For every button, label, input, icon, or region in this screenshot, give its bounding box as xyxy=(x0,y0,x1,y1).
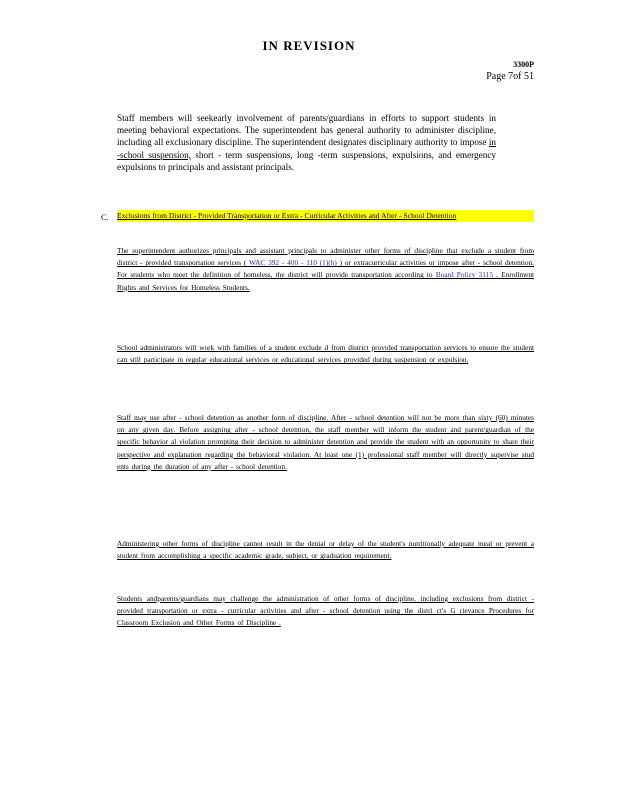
paragraph-detention: Staff may use after - school detention as another form of discipline. After - school detention will not be more than sixty (60) minutes on any given day. Before assigning after - school detention, the staff member will inform the student and parent/guardian of the specific behavior al violation prompting their decision to administer detention and provide the student with an opportunity to share their perspective and explanation regarding the behavioral violation. At least one (1) professional staff member will directly supervise stud ents during the duration of any after - school detention. xyxy=(117,413,534,471)
p1-text-a: The superintendent authorizes principals and assistant principals to administer other forms of discipline that exclude a student from district - provided transportation services ( xyxy=(117,246,534,268)
intro-text-end: short - term suspensions, long -term suspensions, expulsions, and emergency expulsions to principals and assistant principals. xyxy=(117,149,496,172)
intro-underlined-text: in -school suspension, xyxy=(117,137,496,160)
document-number: 3300P xyxy=(513,60,534,69)
section-heading: Exclusions from District - Provided Transportation or Extra - Curricular Activities and After - School Detention xyxy=(117,210,534,222)
section-letter: C. xyxy=(101,212,109,222)
p1-text-b: ) or extracurricular activities or impose after - school detention. For students who meet the definition of homeless, the district will provide transportation according to xyxy=(117,258,534,280)
paragraph-transportation xyxy=(117,245,534,294)
board-policy-link[interactable]: Board Policy 3115 xyxy=(435,270,493,280)
intro-text-start: Staff members will seekearly involvement of parents/guardians in efforts to support students in meeting behavioral expectations. The superintendent has general authority to administer discipline, including all exclusionary discipline. The superintendent designates disciplinary authority to impose xyxy=(117,113,496,148)
wac-link[interactable]: WAC 392 - 400 - 110 (1)(h) xyxy=(249,258,337,268)
page-number: Page 7of 51 xyxy=(486,71,534,82)
paragraph-family-work: School administrators will work with families of a student exclude d from district provided transportation services to ensure the student can still participate in regular educational services or educational services provided during suspension or expulsion. xyxy=(117,343,534,365)
intro-paragraph xyxy=(117,112,496,173)
p1-text-c: , Enrollment Rights and Services for Homeless Students. xyxy=(117,270,534,292)
paragraph-nutrition: Administering other forms of discipline cannot result in the denial or delay of the student's nutritionally adequate meal or prevent a student from accomplishing a specific academic grade, subject, or graduation requirement. xyxy=(117,539,534,561)
page-title: IN REVISION xyxy=(262,38,356,53)
paragraph-grievance: Students andparents/guardians may challenge the administration of other forms of discipline, including exclusions from district - provided transportation or extra - curricular activities and after - school detention using the distri ct's G rievance Procedures for Classroom Exclusion and Other Forms of Discipline . xyxy=(117,594,534,628)
